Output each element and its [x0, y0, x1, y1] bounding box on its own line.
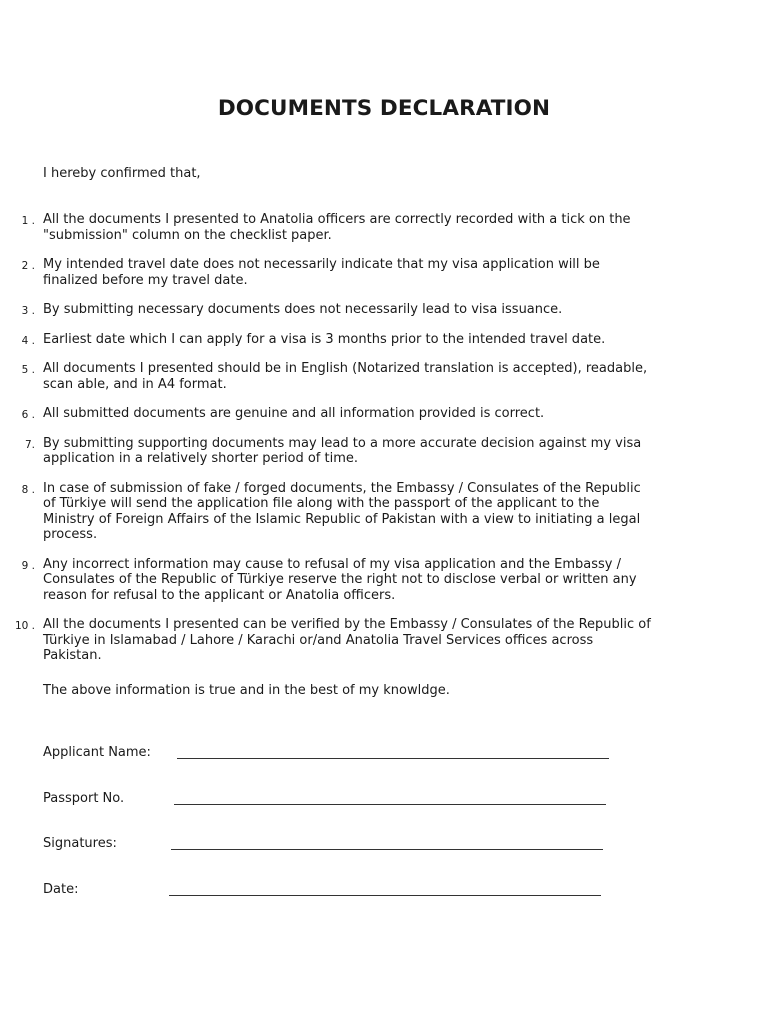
- applicant-name-line[interactable]: [177, 758, 609, 759]
- list-item: [0, 257, 768, 288]
- closing-statement: The above information is true and in the best of my knowldge.: [43, 683, 450, 698]
- applicant-name-label: Applicant Name:: [43, 745, 151, 760]
- list-item: [0, 481, 768, 543]
- item-number: 6 .: [21, 409, 35, 421]
- list-item: [0, 361, 768, 392]
- date-field: [43, 882, 78, 898]
- signatures-label: Signatures:: [43, 836, 117, 851]
- item-text: By submitting supporting documents may lead to a more accurate decision against my visa application in a relatively shorter period of time.: [43, 435, 642, 466]
- signatures-line[interactable]: [171, 849, 603, 850]
- list-item: [0, 302, 768, 318]
- page-title: DOCUMENTS DECLARATION: [217, 96, 551, 121]
- item-number: 2 .: [21, 260, 35, 272]
- passport-no-label: Passport No.: [43, 791, 125, 806]
- intro-text: I hereby confirmed that,: [43, 166, 201, 181]
- item-number: 5 .: [21, 364, 35, 376]
- applicant-name-field: [43, 745, 151, 761]
- item-number: 10 .: [14, 620, 35, 632]
- passport-no-field: [43, 791, 124, 807]
- item-text: My intended travel date does not necessarily indicate that my visa application will be finalized before my travel date.: [43, 257, 600, 288]
- item-text: Any incorrect information may cause to refusal of my visa application and the Embassy / Consulates of the Republic of Türkiye reserve the right not to disclose verbal or written any reason for refusal to the applicant or Anatolia officers.: [43, 556, 637, 603]
- declaration-list: [0, 212, 768, 678]
- item-text: In case of submission of fake / forged documents, the Embassy / Consulates of the Republic of Türkiye will send the application file along with the passport of the applicant to the Ministry of Foreign Affairs of the Islamic Republic of Pakistan with a view to initiating a legal process.: [43, 480, 641, 542]
- item-text: All the documents I presented to Anatolia officers are correctly recorded with a tick on the "submission" column on the checklist paper.: [43, 212, 631, 243]
- date-label: Date:: [43, 882, 79, 897]
- item-text: By submitting necessary documents does not necessarily lead to visa issuance.: [43, 302, 563, 317]
- list-item: [0, 406, 768, 422]
- item-number: 3 .: [21, 305, 35, 317]
- item-text: All documents I presented should be in English (Notarized translation is accepted), readable, scan able, and in A4 format.: [43, 361, 648, 392]
- list-item: [0, 617, 768, 664]
- item-number: 8 .: [21, 483, 35, 496]
- list-item: [0, 436, 768, 467]
- item-number: 4 .: [21, 334, 35, 347]
- item-number: 1 .: [21, 215, 35, 227]
- item-number: 7.: [24, 438, 35, 451]
- date-line[interactable]: [169, 895, 601, 896]
- item-text: All submitted documents are genuine and all information provided is correct.: [43, 406, 545, 421]
- item-text: Earliest date which I can apply for a visa is 3 months prior to the intended travel date.: [43, 331, 606, 347]
- passport-no-line[interactable]: [174, 804, 606, 805]
- list-item: [0, 212, 768, 243]
- item-text: All the documents I presented can be verified by the Embassy / Consulates of the Republic of Türkiye in Islamabad / Lahore / Karachi or/and Anatolia Travel Services offices across Pakistan.: [43, 617, 651, 663]
- signatures-field: [43, 836, 117, 852]
- item-number: 9 .: [21, 559, 35, 572]
- list-item: [0, 557, 768, 604]
- list-item: [0, 332, 768, 348]
